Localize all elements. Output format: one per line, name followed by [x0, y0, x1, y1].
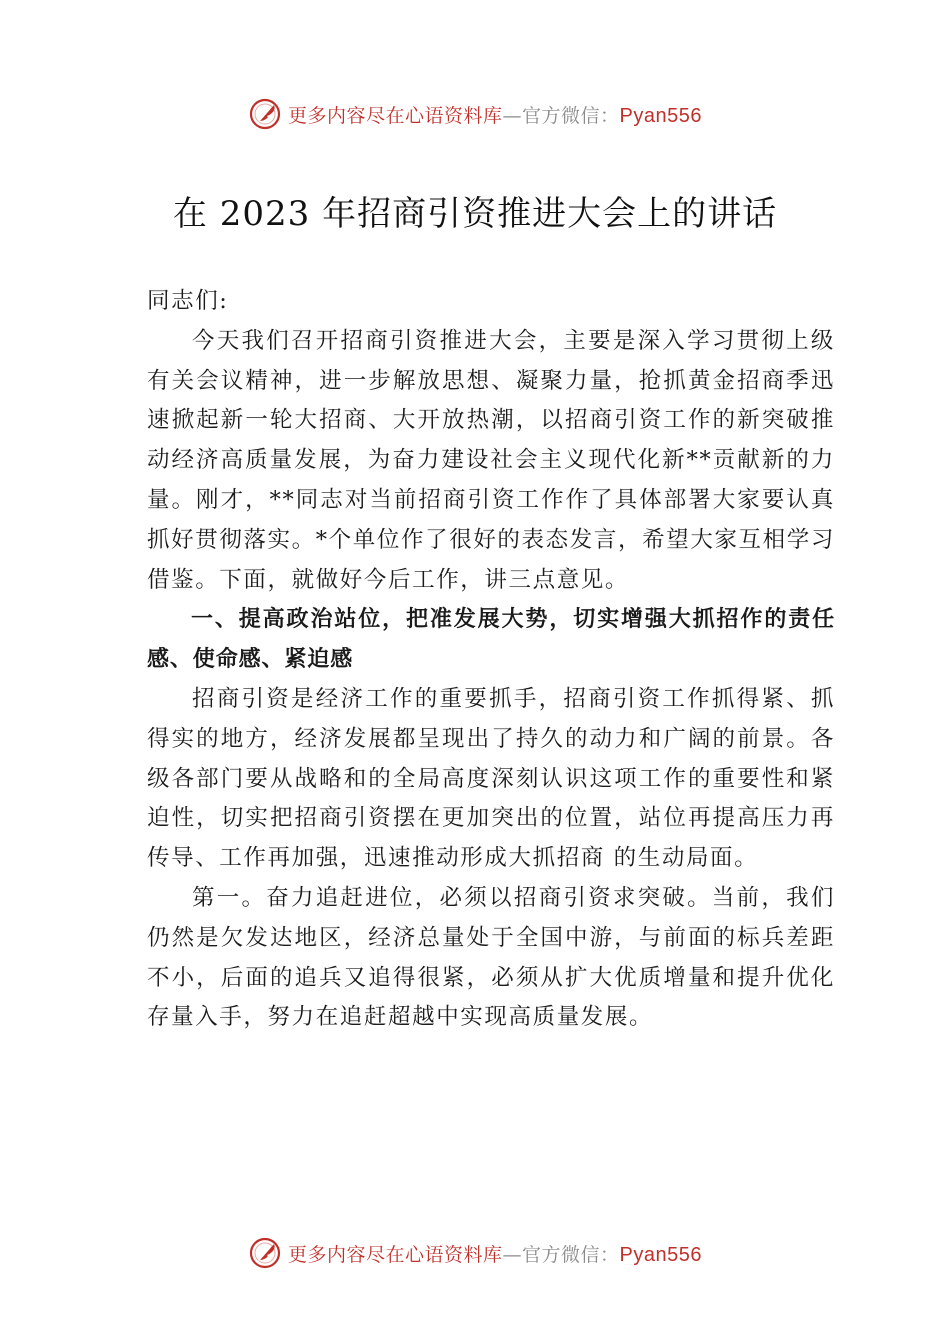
banner-wechat-label: 官方微信：: [522, 104, 620, 127]
paragraph-3: 第一。奋力追赶进位，必须以招商引资求突破。当前，我们仍然是欠发达地区，经济总量处于全国中游，与前面的标兵差距不小，后面的追兵又追得很紧，必须从扩大优质增量和提升优化存量入手，努力在追赶超越中实现高质量发展。: [147, 884, 835, 1031]
paragraph-2: 招商引资是经济工作的重要抓手，招商引资工作抓得紧、抓得实的地方，经济发展都呈现出了持久的动力和广阔的前景。各级各部门要从战略和的全局高度深刻认识这项工作的重要性和紧迫性，切实把招商引资摆在更加突出的位置，站位再提高压力再传导、工作再加强，迅速推动形成大抓招商 的生动局面。: [147, 685, 835, 872]
salutation: 同志们:: [147, 288, 229, 314]
banner-wechat-label: 官方微信：: [522, 1243, 620, 1266]
banner-text: [288, 1240, 702, 1267]
feather-pen-logo-icon: [248, 97, 282, 131]
banner-main-text: 更多内容尽在心语资料库: [288, 104, 503, 127]
banner-text: [288, 101, 702, 128]
header-banner: [0, 94, 950, 134]
banner-main-text: 更多内容尽在心语资料库: [288, 1243, 503, 1266]
banner-separator: —: [502, 1243, 523, 1266]
banner-separator: —: [502, 104, 523, 127]
feather-pen-logo-icon: [248, 1236, 282, 1270]
document-title: 在 2023 年招商引资推进大会上的讲话: [172, 194, 778, 234]
paragraph-intro: 今天我们召开招商引资推进大会，主要是深入学习贯彻上级有关会议精神，进一步解放思想、凝聚力量，抢抓黄金招商季迅速掀起新一轮大招商、大开放热潮，以招商引资工作的新突破推动经济高质量发展，为奋力建设社会主义现代化新**贡献新的力量。刚才，**同志对当前招商引资工作作了具体部署大家要认真抓好贯彻落实。*个单位作了很好的表态发言，希望大家互相学习借鉴。下面，就做好今后工作，讲三点意见。: [147, 327, 835, 593]
footer-banner: [0, 1233, 950, 1273]
banner-wechat-id: Pyan556: [619, 1243, 702, 1266]
section-heading-1: 一、提高政治站位，把准发展大势，切实增强大抓招作的责任感、使命感、紧迫感: [147, 607, 835, 673]
document-body: [147, 282, 835, 1038]
banner-wechat-id: Pyan556: [619, 104, 702, 127]
